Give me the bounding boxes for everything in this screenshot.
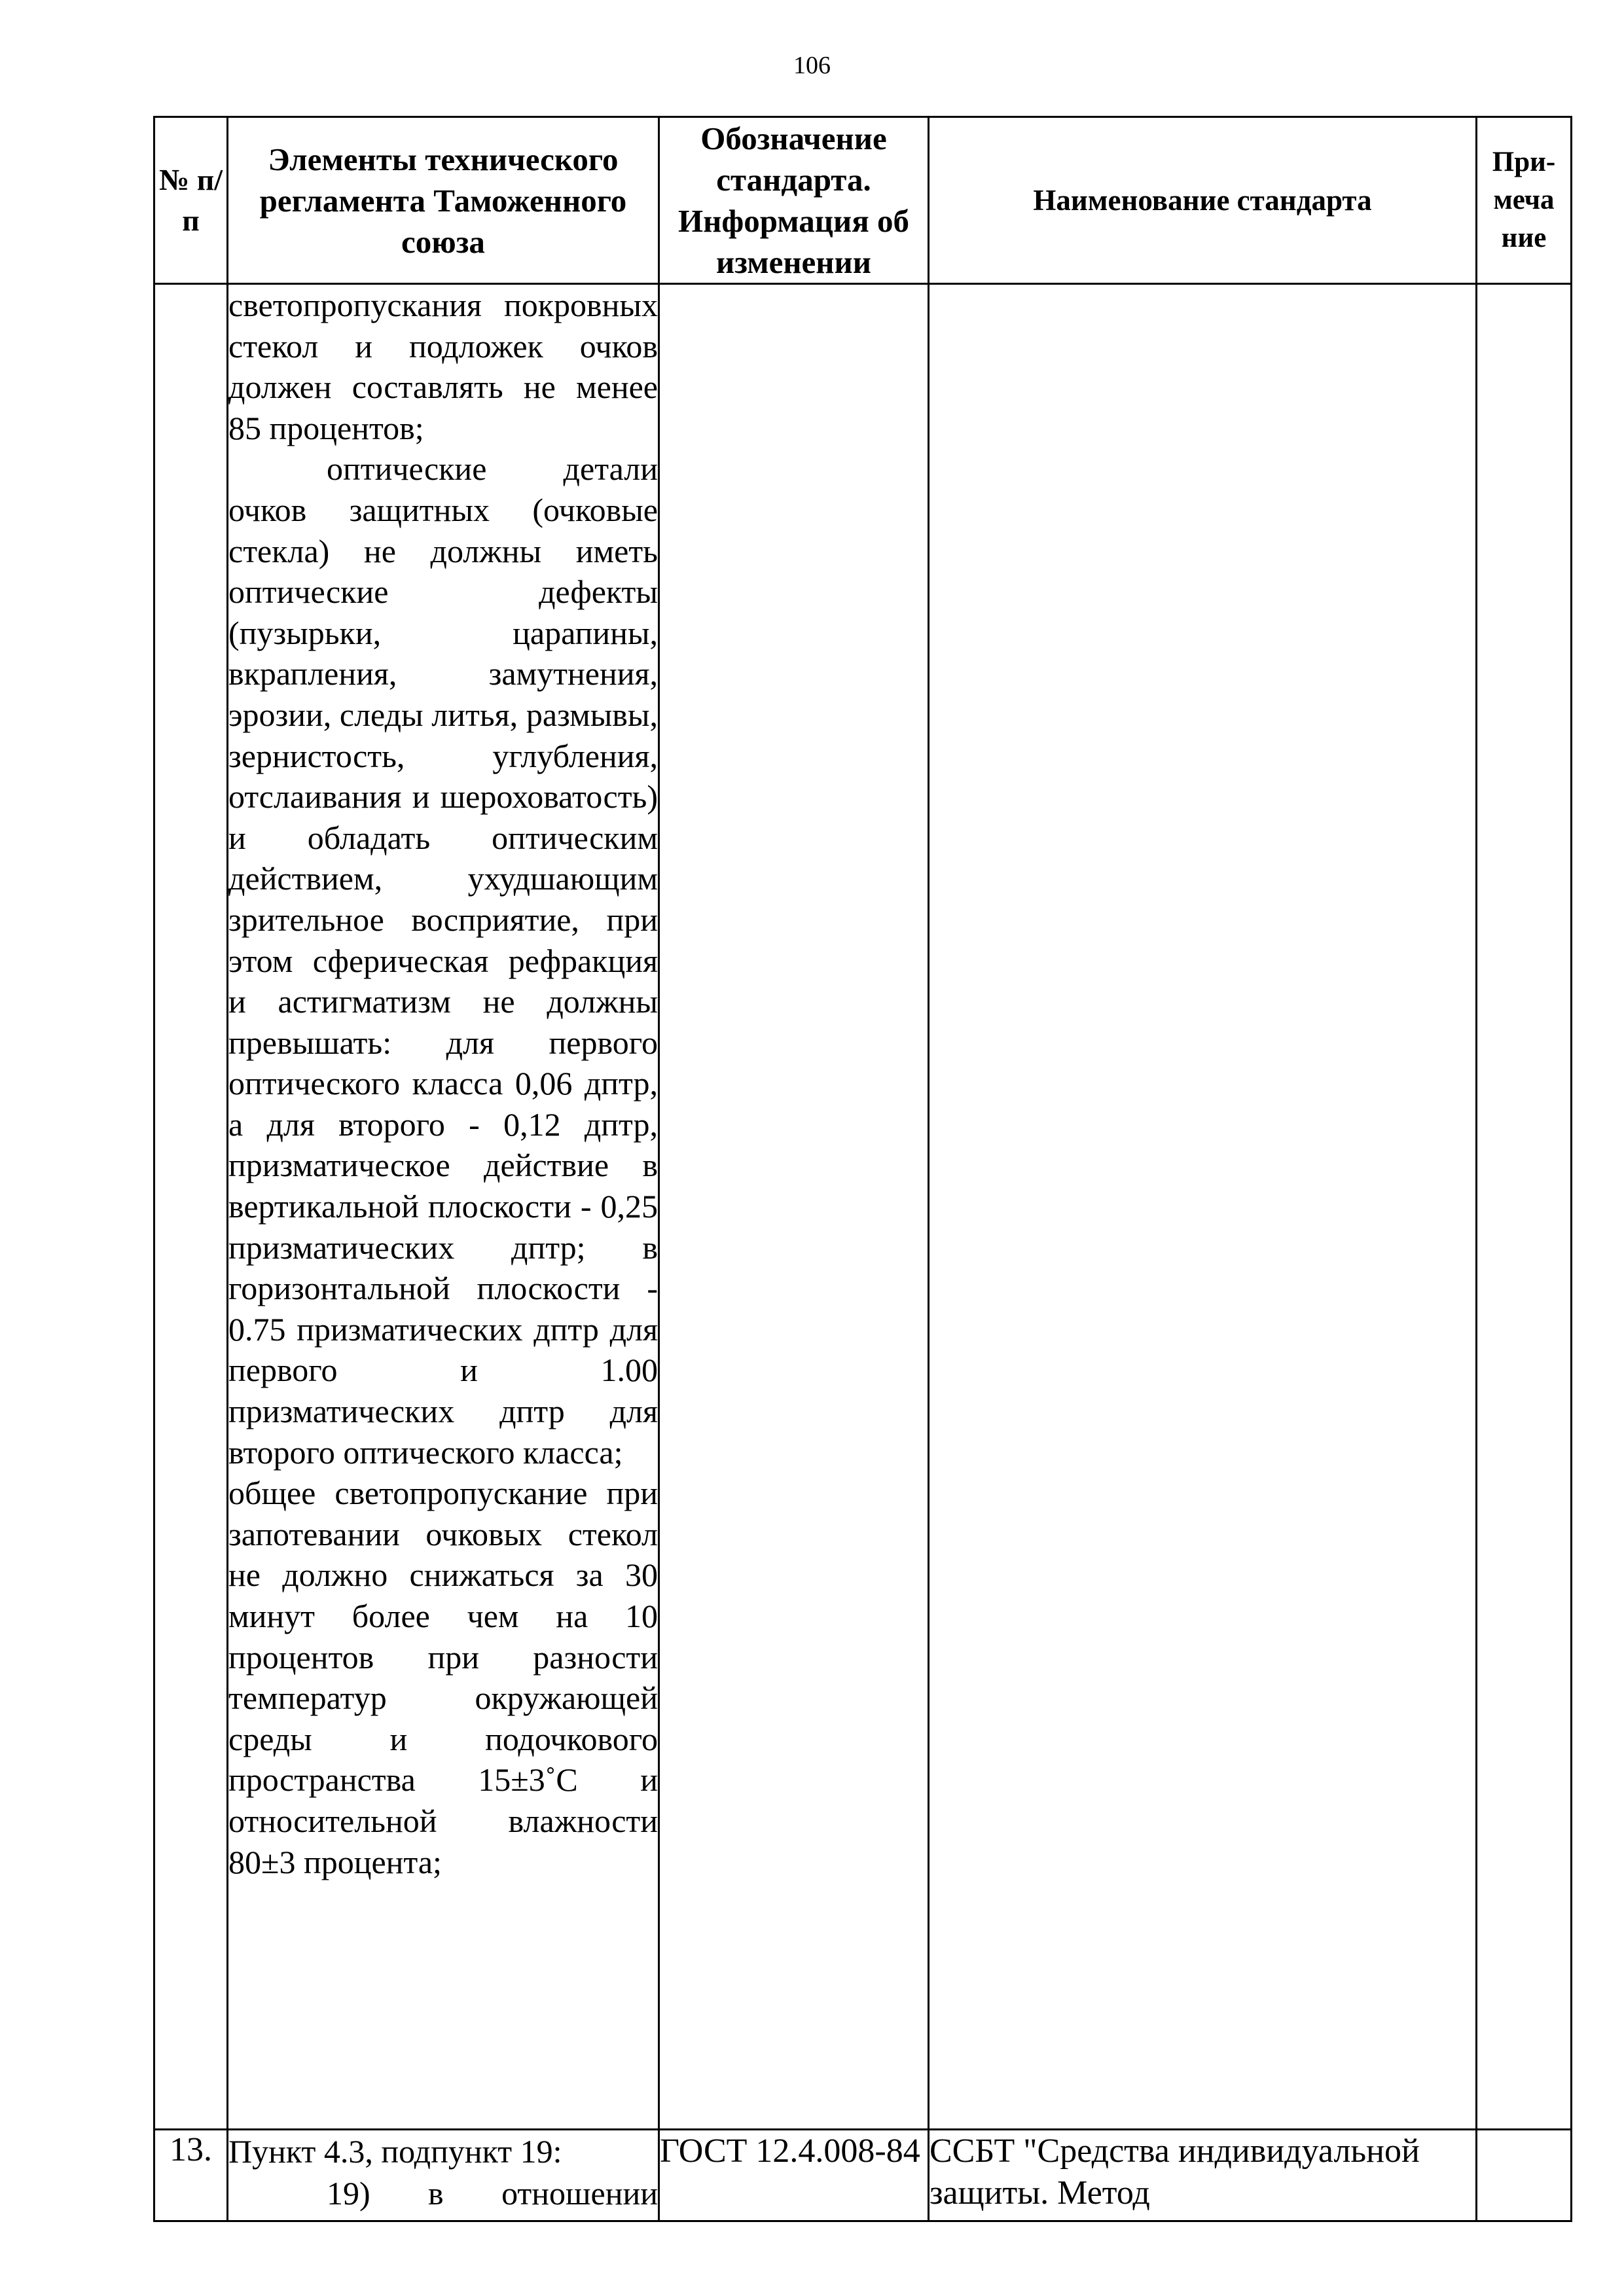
cell-note-empty xyxy=(1477,284,1572,2130)
row-13-note xyxy=(1477,2130,1572,2221)
row-13-number: 13. xyxy=(154,2130,228,2221)
header-no: № п/п xyxy=(154,117,228,284)
table-row-13 xyxy=(154,2130,1572,2221)
table-row-continued xyxy=(154,284,1572,2130)
header-name: Наименование стандарта xyxy=(929,117,1477,284)
paragraph-2: оптические детали очков защитных (очковые стекла) не должны иметь оптические дефекты (пузырьки, царапины, вкрапления, замутнения, эрозии, следы литья, размывы, зернистость, углубления, отслаивания и шероховатость) и обладать оптическим действием, ухудшающим зрительное восприятие, при этом сферическая рефракция и астигматизм не должны превышать: для первого оптического класса 0,06 дптр, а для второго - 0,12 дптр, призматическое действие в вертикальной плоскости - 0,25 призматических дптр; в горизонтальной плоскости - 0.75 призматических дптр для первого и 1.00 призматических дптр для второго оптического класса; xyxy=(228,450,658,1471)
row-13-element-line1: Пункт 4.3, подпункт 19: xyxy=(228,2133,562,2170)
header-elements: Элементы технического регламента Таможенного союза xyxy=(228,117,659,284)
standards-table xyxy=(153,116,1572,2222)
header-designation: Обозначение стандарта. Информация об изменении xyxy=(659,117,929,284)
header-note: При-меча ние xyxy=(1477,117,1572,284)
header-row xyxy=(154,117,1572,284)
cell-designation-empty xyxy=(659,284,929,2130)
paragraph-3: общее светопропускание при запотевании очковых стекол не должно снижаться за 30 минут более чем на 10 процентов при разности температур окружающей среды и подочкового пространства 15±3˚С и относительной влажности 80±3 процента; xyxy=(228,1475,658,1880)
cell-no-empty xyxy=(154,284,228,2130)
page-number: 106 xyxy=(793,52,831,79)
row-13-element-line2: 19) в отношении xyxy=(327,2175,658,2212)
row-13-designation: ГОСТ 12.4.008-84 xyxy=(659,2130,929,2221)
row-13-name: ССБТ "Средства индивидуальной защиты. Метод xyxy=(929,2130,1477,2221)
row-13-elements xyxy=(228,2130,659,2221)
cell-name-empty xyxy=(929,284,1477,2130)
paragraph-1: светопропускания покровных стекол и подложек очков должен составлять не менее 85 процентов; xyxy=(228,287,658,446)
cell-elements-text xyxy=(228,284,659,2130)
